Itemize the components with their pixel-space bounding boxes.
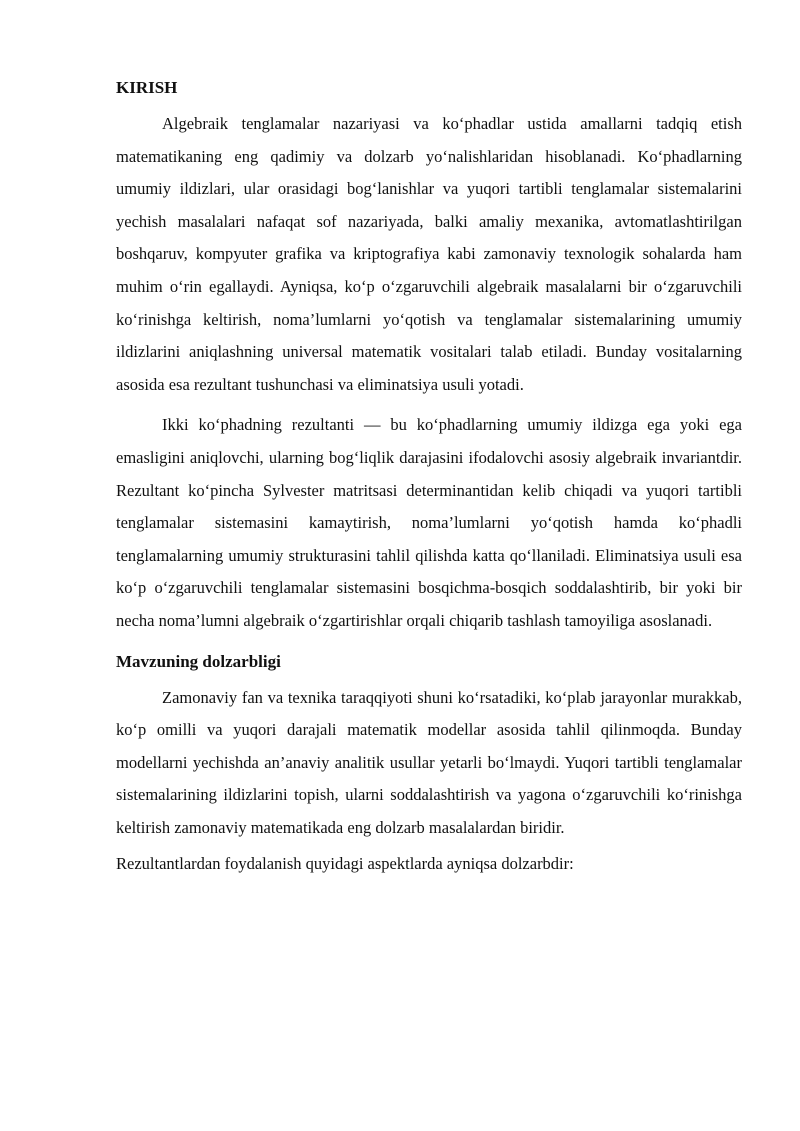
heading-kirish: KIRISH <box>116 78 178 97</box>
intro-paragraph-1: Algebraik tenglamalar nazariyasi va ko‘phadlar ustida amallarni tadqiq etish matematikaning eng qadimiy va dolzarb yo‘nalishlaridan hisoblanadi. Ko‘phadlarning umumiy ildizlari, ular orasidagi bog‘lanishlar va yuqori tartibli tenglamalar sistemalarini yechish masalalari nafaqat sof nazariyada, balki amaliy mexanika, avtomatlashtirilgan boshqaruv, kompyuter grafika va kriptografiya kabi zamonaviy texnologik sohalarda ham muhim o‘rin egallaydi. Ayniqsa, ko‘p o‘zgaruvchili algebraik masalalarni bir o‘zgaruvchili ko‘rinishga keltirish, noma’lumlarni yo‘qotish va tenglamalar sistemalarining umumiy ildizlarini aniqlashning universal matematik vositalari talab etiladi. Bunday vositalarning asosida esa rezultant tushunchasi va eliminatsiya usuli yotadi. <box>116 114 742 394</box>
relevance-paragraph: Zamonaviy fan va texnika taraqqiyoti shuni ko‘rsatadiki, ko‘plab jarayonlar murakkab, ko‘p omilli va yuqori darajali matematik modellar asosida tahlil qilinmoqda. Bunday modellarni yechishda an’anaviy analitik usullar yetarli bo‘lmaydi. Yuqori tartibli tenglamalar sistemalarining ildizlarini topish, ularni soddalashtirish va yagona o‘zgaruvchili ko‘rinishga keltirish zamonaviy matematikada eng dolzarb masalalardan biridir. <box>116 687 742 837</box>
document-page <box>116 72 742 881</box>
closing-line: Rezultantlardan foydalanish quyidagi aspektlarda ayniqsa dolzarbdir: <box>116 854 574 874</box>
intro-paragraph-2: Ikki ko‘phadning rezultanti — bu ko‘phadlarning umumiy ildizga ega yoki ega emasligini aniqlovchi, ularning bog‘liqlik darajasini ifodalovchi asosiy algebraik invariantdir. Rezultant ko‘pincha Sylvester matritsasi determinantidan kelib chiqadi va yuqori tartibli tenglamalar sistemasini kamaytirish, noma’lumlarni yo‘qotish hamda ko‘phadli tenglamalarning umumiy strukturasini tahlil qilishda katta qo‘llaniladi. Eliminatsiya usuli esa ko‘p o‘zgaruvchili tenglamalar sistemasini bosqichma-bosqich soddalashtirib, bir yoki bir necha noma’lumni algebraik o‘zgartirishlar orqali chiqarib tashlash tamoyiliga asoslanadi. <box>116 415 742 630</box>
heading-relevance: Mavzuning dolzarbligi <box>116 651 281 671</box>
